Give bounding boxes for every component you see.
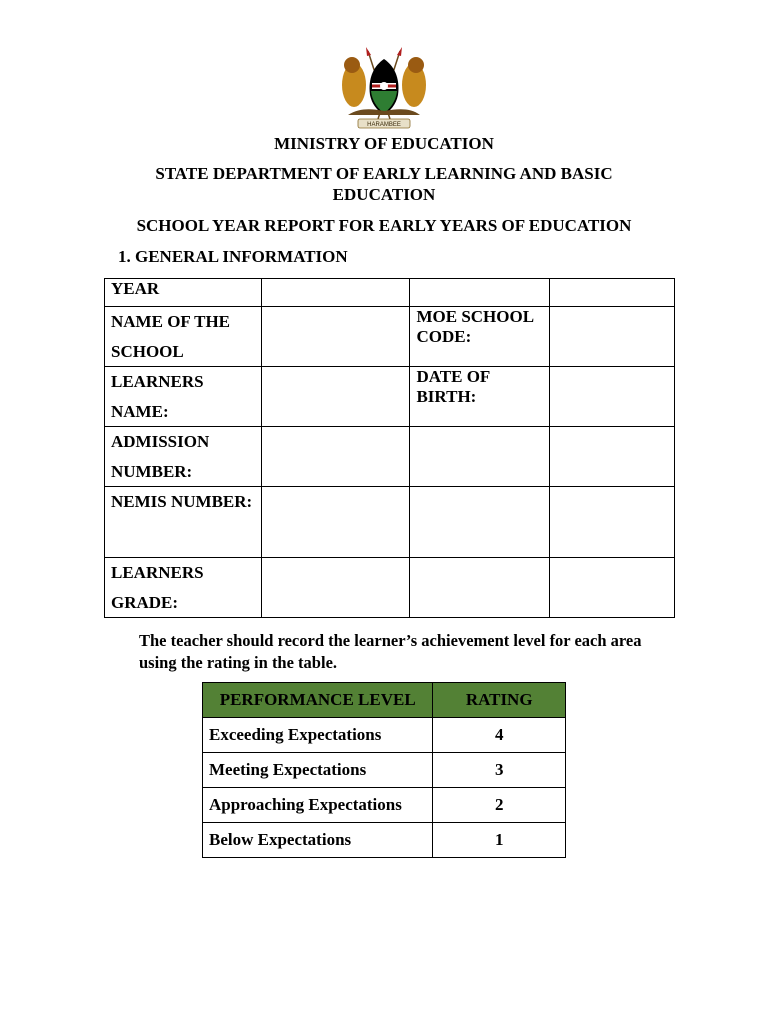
dob-field[interactable] xyxy=(550,367,675,427)
table-row xyxy=(105,279,675,307)
year-label: YEAR xyxy=(105,279,262,307)
learner-name-field[interactable] xyxy=(261,367,410,427)
general-information-table xyxy=(104,278,675,618)
admission-number-field[interactable] xyxy=(261,427,410,487)
learner-grade-label: LEARNERS GRADE: xyxy=(105,558,262,618)
table-row xyxy=(203,788,566,823)
dob-label: DATE OF BIRTH: xyxy=(410,367,550,427)
empty-cell xyxy=(410,558,550,618)
nemis-number-label: NEMIS NUMBER: xyxy=(105,487,262,558)
empty-cell[interactable] xyxy=(550,279,675,307)
learner-grade-field[interactable] xyxy=(261,558,410,618)
empty-cell xyxy=(410,427,550,487)
performance-level-cell: Below Expectations xyxy=(203,823,433,858)
rating-cell: 2 xyxy=(433,788,566,823)
empty-cell xyxy=(410,487,550,558)
rating-cell: 1 xyxy=(433,823,566,858)
table-row xyxy=(203,823,566,858)
department-title: STATE DEPARTMENT OF EARLY LEARNING AND BASIC EDUCATION xyxy=(155,164,613,204)
moe-code-label: MOE SCHOOL CODE: xyxy=(410,307,550,367)
nemis-number-field[interactable] xyxy=(261,487,410,558)
empty-cell[interactable] xyxy=(550,558,675,618)
learner-name-label: LEARNERS NAME: xyxy=(105,367,262,427)
svg-text:HARAMBEE: HARAMBEE xyxy=(367,122,401,128)
table-row xyxy=(203,753,566,788)
rating-cell: 4 xyxy=(433,718,566,753)
coat-of-arms-logo xyxy=(338,45,430,131)
rating-header: RATING xyxy=(433,683,566,718)
table-row xyxy=(203,718,566,753)
admission-number-label: ADMISSION NUMBER: xyxy=(105,427,262,487)
performance-level-header: PERFORMANCE LEVEL xyxy=(203,683,433,718)
table-row xyxy=(105,427,675,487)
table-row xyxy=(105,487,675,558)
performance-level-cell: Exceeding Expectations xyxy=(203,718,433,753)
table-header-row xyxy=(203,683,566,718)
performance-level-cell: Meeting Expectations xyxy=(203,753,433,788)
moe-code-field[interactable] xyxy=(550,307,675,367)
school-name-label: NAME OF THE SCHOOL xyxy=(105,307,262,367)
empty-cell xyxy=(410,279,550,307)
performance-level-table xyxy=(202,682,566,858)
performance-level-cell: Approaching Expectations xyxy=(203,788,433,823)
table-row xyxy=(105,558,675,618)
ministry-title: MINISTRY OF EDUCATION xyxy=(274,134,494,153)
table-row xyxy=(105,367,675,427)
rating-cell: 3 xyxy=(433,753,566,788)
year-field[interactable] xyxy=(261,279,410,307)
empty-cell[interactable] xyxy=(550,427,675,487)
empty-cell[interactable] xyxy=(550,487,675,558)
school-name-field[interactable] xyxy=(261,307,410,367)
report-title: SCHOOL YEAR REPORT FOR EARLY YEARS OF EDUCATION xyxy=(136,216,632,235)
section-heading-general-information: 1. GENERAL INFORMATION xyxy=(118,247,348,266)
instruction-text: The teacher should record the learner’s achievement level for each area using the rating in the table. xyxy=(139,631,642,672)
table-row xyxy=(105,307,675,367)
